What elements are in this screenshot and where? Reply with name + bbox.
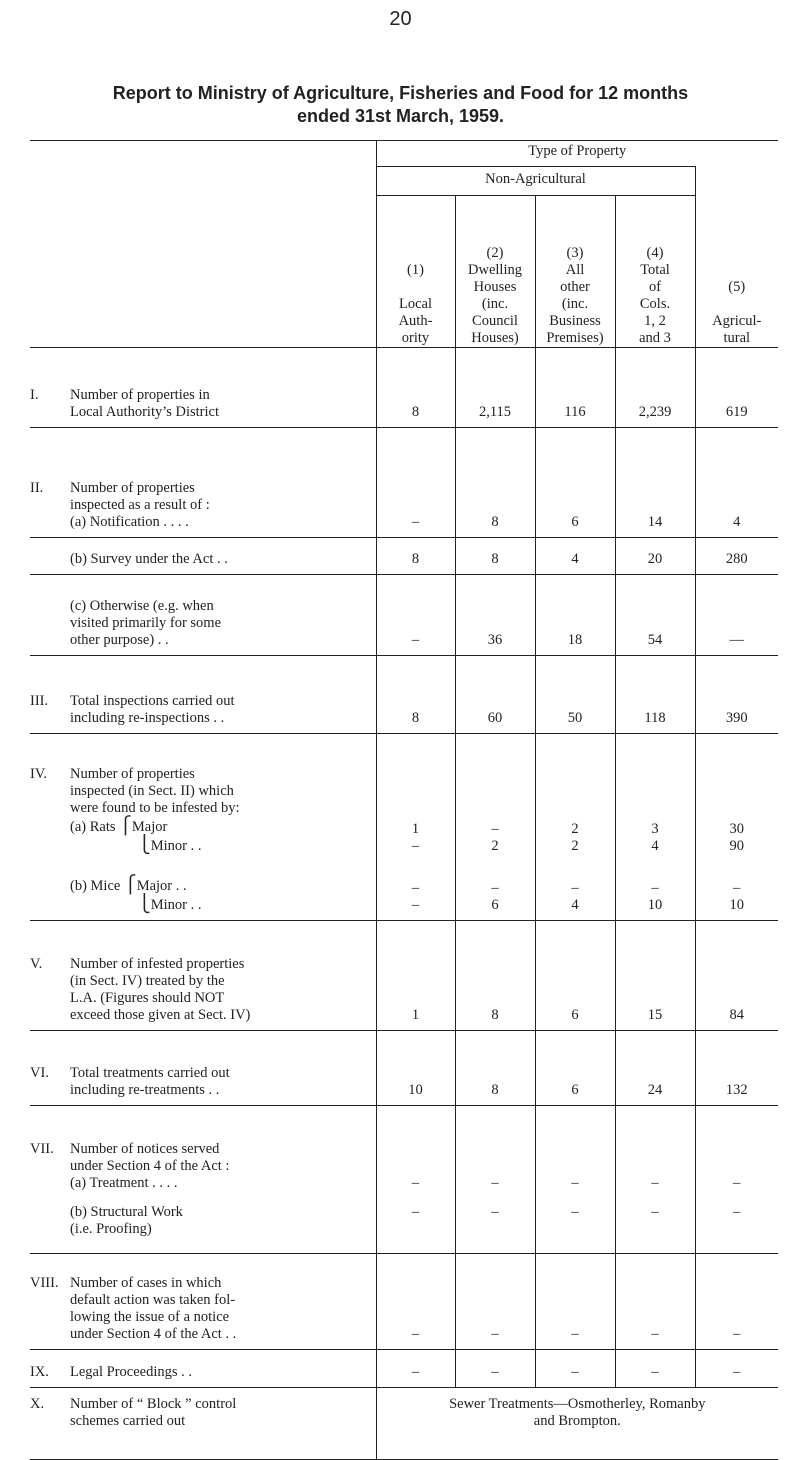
header-col-5: (5) Agricul- tural <box>695 196 778 348</box>
rodent-control-table <box>30 140 778 1460</box>
row-vi: VI. Total treatments carried out including re-treatments . . 10 8 6 24 132 <box>30 1031 778 1106</box>
row-ii-c: (c) Otherwise (e.g. when visited primarily for some other purpose) . . – 36 18 54 — <box>30 575 778 656</box>
brace-icon: ⎩ <box>138 894 151 913</box>
row-iv-mice: (b) Mice ⎧Major . . ⎩Minor . . – – – 6 – 4 – 10 – 10 <box>30 861 778 921</box>
row-viii: VIII. Number of cases in which default action was taken fol- lowing the issue of a notice under Section 4 of the Act . . – – – – – <box>30 1254 778 1350</box>
header-non-agricultural: Non-Agricultural <box>376 167 695 196</box>
brace-icon: ⎩ <box>138 834 151 854</box>
brace-icon: ⎧ <box>123 875 137 894</box>
row-vii-b: (b) Structural Work (i.e. Proofing) – – – – – <box>30 1198 778 1254</box>
row-x: X. Number of “ Block ” control schemes carried out Sewer Treatments—Osmotherley, Romanby and Brompton. <box>30 1388 778 1460</box>
page-number: 20 <box>389 8 412 30</box>
title-line-2: ended 31st March, 1959. <box>296 106 505 126</box>
row-ix: IX. Legal Proceedings . . – – – – – <box>30 1350 778 1388</box>
row-ii-b: (b) Survey under the Act . . 8 8 4 20 280 <box>30 538 778 575</box>
row-ii-a: II. Number of properties inspected as a result of : (a) Notification . . . . – 8 6 14 4 <box>30 428 778 538</box>
row-iii: III. Total inspections carried out including re-inspections . . 8 60 50 118 390 <box>30 656 778 734</box>
row-i: I. Number of properties in Local Authority’s District 8 2,115 116 2,239 619 <box>30 348 778 428</box>
report-title <box>40 82 761 128</box>
header-col-1: (1) Local Auth- ority <box>376 196 455 348</box>
title-line-1: Report to Ministry of Agriculture, Fisheries and Food for 12 months <box>112 83 689 103</box>
header-col-3: (3) All other (inc. Business Premises) <box>535 196 615 348</box>
header-blank <box>30 141 376 167</box>
block-control-note: Sewer Treatments—Osmotherley, Romanby and Brompton. <box>376 1388 778 1460</box>
row-vii-a: VII. Number of notices served under Section 4 of the Act : (a) Treatment . . . . – – – – – <box>30 1106 778 1198</box>
header-col-4: (4) Total of Cols. 1, 2 and 3 <box>615 196 695 348</box>
header-type-of-property: Type of Property <box>376 141 778 167</box>
row-v: V. Number of infested properties (in Sect. IV) treated by the L.A. (Figures should NOT exceed those given at Sect. IV) 1 8 6 15 84 <box>30 921 778 1031</box>
row-iv-rats: IV. Number of properties inspected (in Sect. II) which were found to be infested by: (a) Rats ⎧Major ⎩Minor . . 1 – – 2 2 2 3 4 30 90 <box>30 734 778 861</box>
header-col-2: (2) Dwelling Houses (inc. Council Houses) <box>455 196 535 348</box>
brace-icon: ⎧ <box>119 815 132 835</box>
